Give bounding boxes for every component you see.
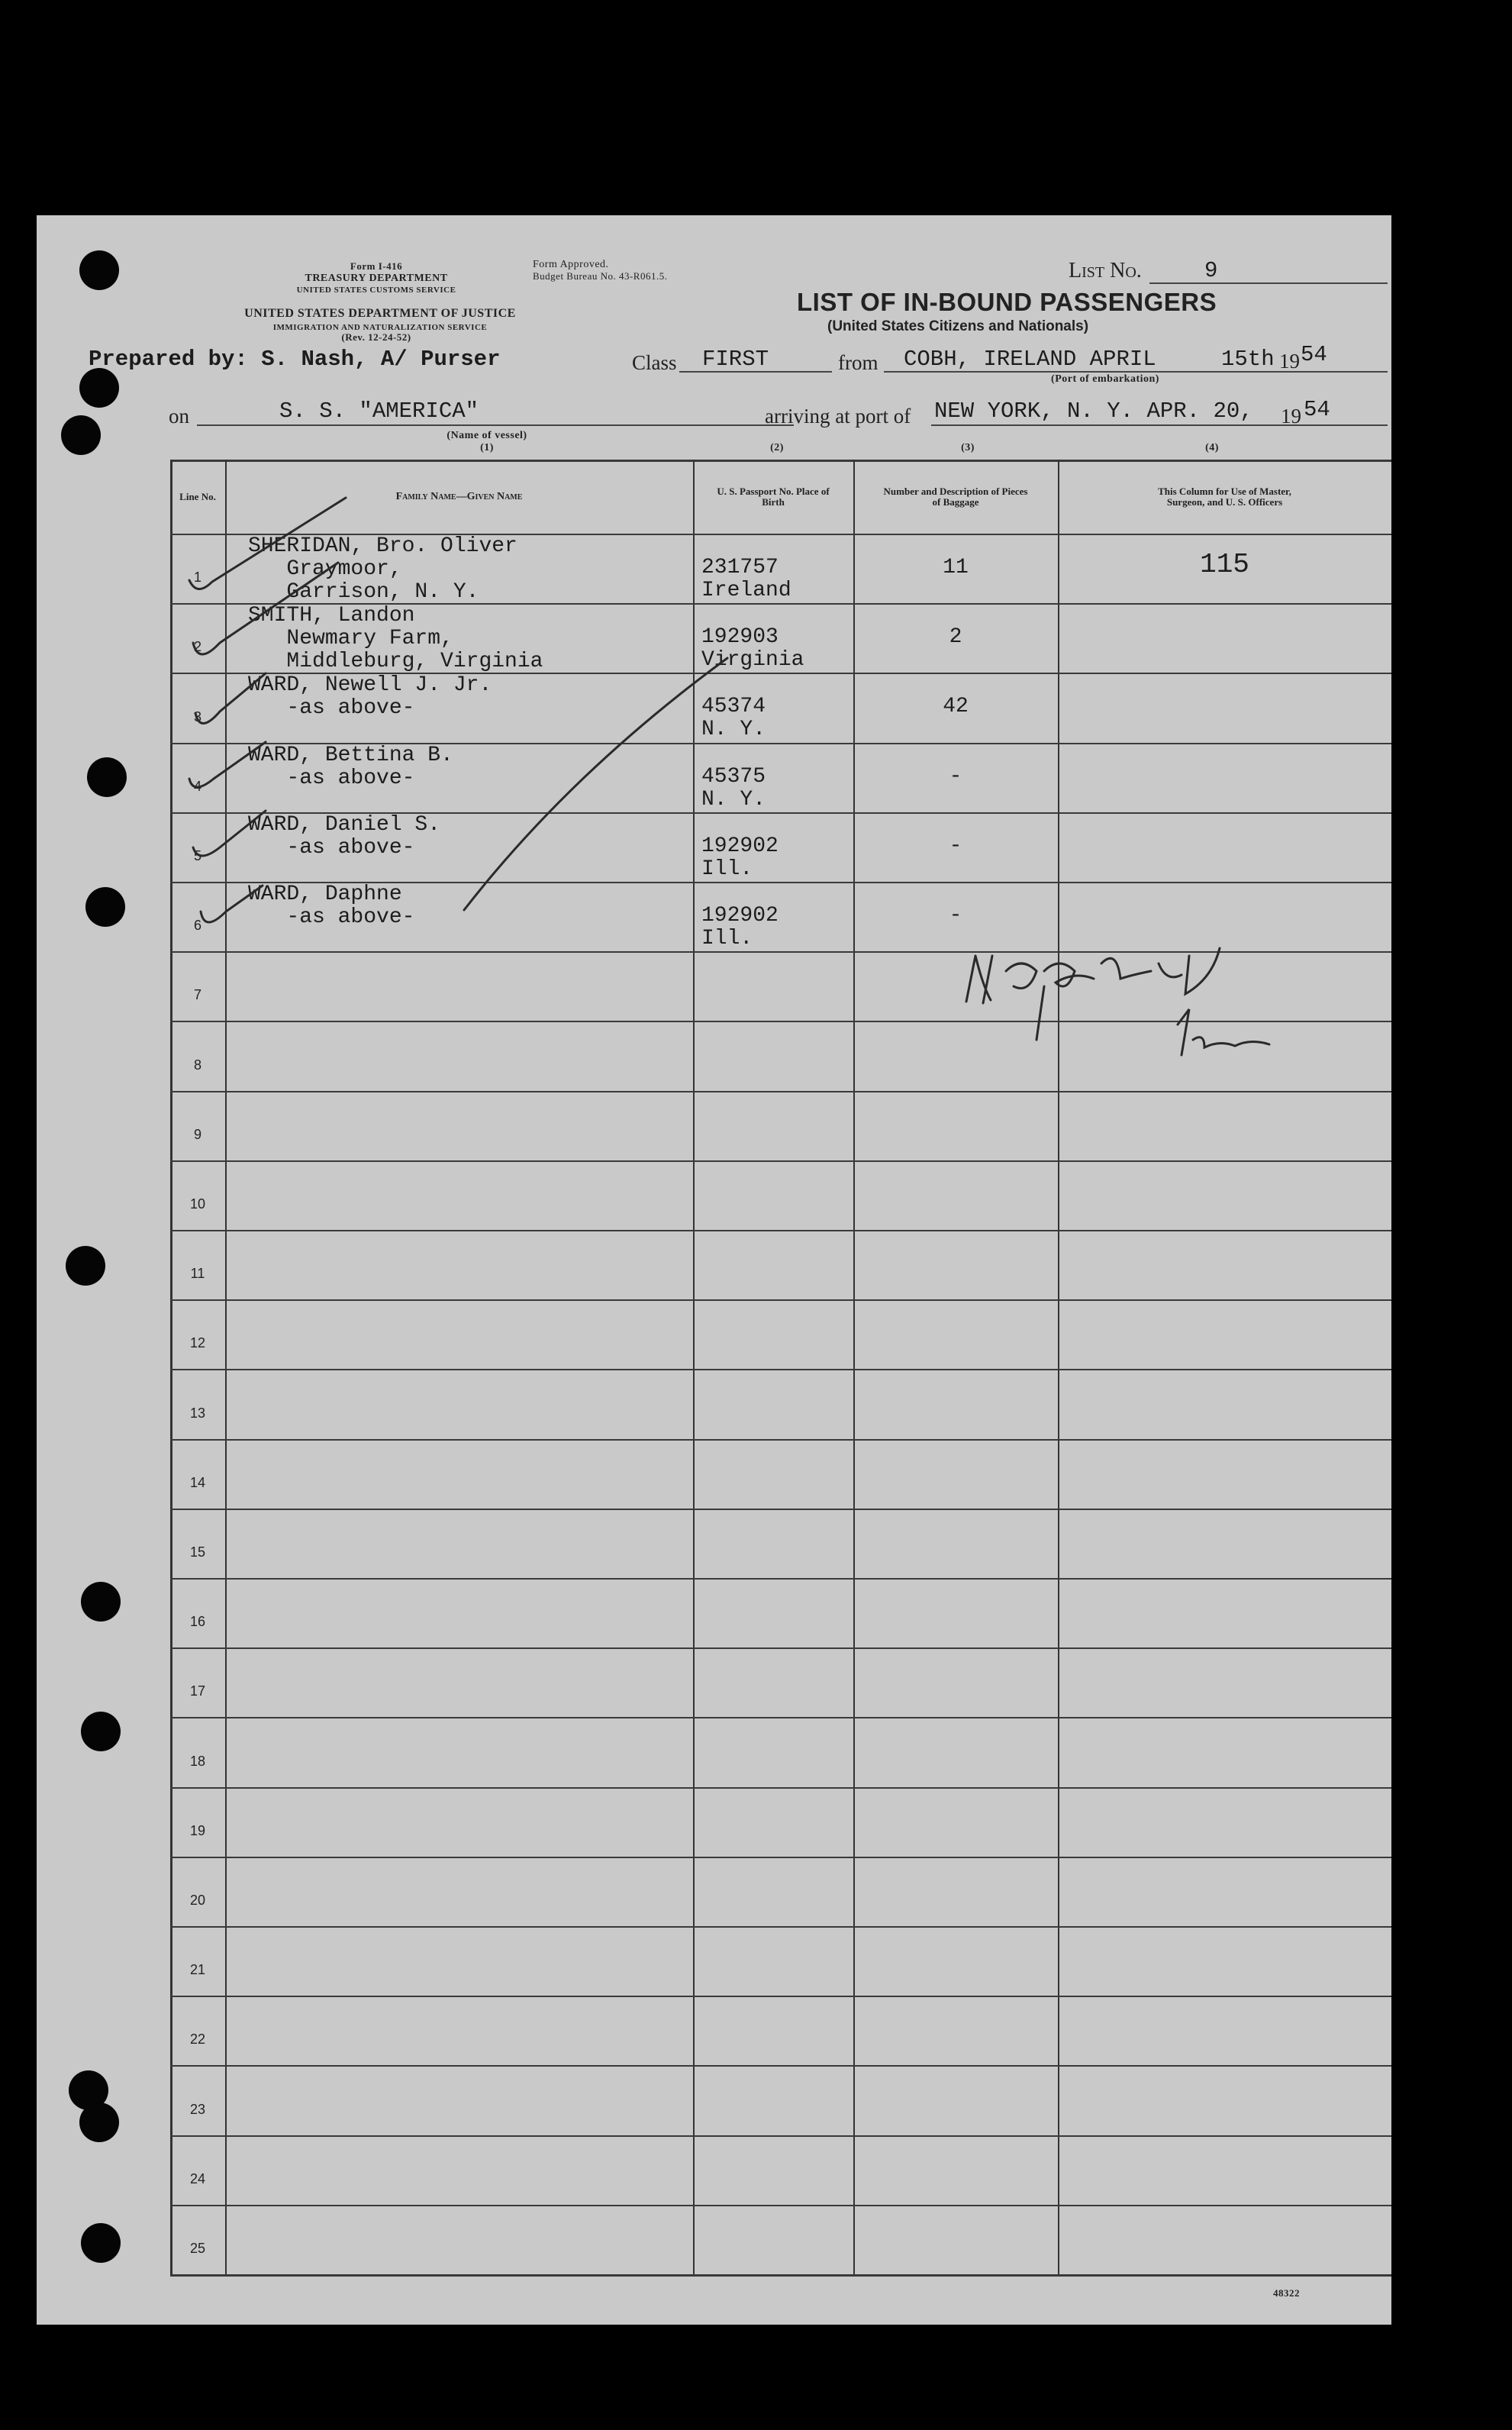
- arrival-year-prefix: 19: [1281, 405, 1301, 428]
- line-number: 3: [193, 708, 201, 724]
- header-line-no: Line No.: [179, 490, 216, 502]
- line-number: 17: [189, 1683, 206, 1699]
- line-number: 8: [193, 1057, 201, 1073]
- line-number: 5: [193, 848, 201, 863]
- pen-checkmarks: [37, 215, 1391, 2325]
- budget-bureau: Budget Bureau No. 43-R061.5.: [533, 270, 668, 282]
- cell-passport: 192902 Ill.: [701, 904, 779, 950]
- page-title: LIST OF IN-BOUND PASSENGERS: [797, 288, 1217, 316]
- cell-name: WARD, Newell J. Jr. -as above-: [248, 673, 492, 721]
- immigration-service: IMMIGRATION AND NATURALIZATION SERVICE: [272, 323, 488, 332]
- line-number: 23: [189, 2101, 206, 2117]
- from-value: COBH, IRELAND APRIL: [904, 347, 1156, 372]
- line-number: 15: [189, 1544, 206, 1560]
- cell-passport: 45375 N. Y.: [701, 764, 766, 812]
- from-day: 15th: [1221, 347, 1275, 372]
- header-baggage: Number and Description of Pieces of Baggage: [883, 485, 1028, 508]
- column-number-1: (1): [480, 442, 494, 453]
- justice-dept: UNITED STATES DEPARTMENT OF JUSTICE: [244, 307, 516, 320]
- customs-service: UNITED STATES CUSTOMS SERVICE: [296, 286, 456, 295]
- cell-name: SMITH, Landon Newmary Farm, Middleburg, Virginia: [248, 604, 543, 674]
- arriving-value: NEW YORK, N. Y. APR. 20,: [934, 399, 1253, 424]
- port-of-embarkation-caption: (Port of embarkation): [1051, 373, 1159, 385]
- cell-passport: 45374 N. Y.: [701, 695, 766, 742]
- line-number: 12: [189, 1335, 206, 1351]
- cell-baggage: -: [949, 834, 962, 858]
- line-number: 14: [189, 1474, 206, 1490]
- list-no-label: List No.: [1069, 259, 1142, 282]
- cell-name: SHERIDAN, Bro. Oliver Graymoor, Garrison, N. Y.: [248, 534, 517, 604]
- inspector-signature: [960, 941, 1281, 1070]
- line-number: 13: [189, 1405, 206, 1421]
- column-number-4: (4): [1205, 442, 1219, 453]
- line-number: 2: [193, 639, 201, 655]
- on-label: on: [169, 405, 189, 428]
- prepared-by: Prepared by: S. Nash, A/ Purser: [89, 347, 501, 372]
- cell-name: WARD, Bettina B. -as above-: [248, 743, 453, 790]
- line-number: 10: [189, 1196, 206, 1212]
- line-number: 9: [193, 1126, 201, 1142]
- form-sheet: [37, 215, 1391, 2325]
- cell-baggage: -: [949, 904, 962, 928]
- column-number-2: (2): [770, 442, 784, 453]
- line-number: 7: [193, 987, 201, 1003]
- list-no-value: 9: [1204, 258, 1218, 283]
- line-number: 24: [189, 2170, 206, 2186]
- cell-officers: 115: [1200, 549, 1249, 580]
- vessel-name: S. S. "AMERICA": [279, 399, 479, 424]
- class-value: FIRST: [702, 347, 769, 372]
- class-label: Class: [632, 351, 677, 374]
- arrival-year-suffix: 54: [1304, 397, 1330, 422]
- cell-baggage: 42: [943, 695, 969, 719]
- column-number-3: (3): [961, 442, 975, 453]
- cell-baggage: 11: [943, 556, 969, 579]
- vessel-caption: (Name of vessel): [447, 430, 527, 441]
- cell-passport: 192902 Ill.: [701, 834, 779, 881]
- line-number: 4: [193, 778, 201, 794]
- line-number: 21: [189, 1962, 206, 1978]
- form-approved: Form Approved.: [533, 259, 609, 270]
- header-name: Family Name—Given Name: [395, 490, 523, 502]
- form-number: Form I-416: [350, 260, 403, 272]
- cell-passport: 231757 Ireland: [701, 556, 791, 602]
- cell-baggage: 2: [949, 625, 962, 650]
- line-number: 6: [193, 918, 201, 934]
- cell-name: WARD, Daniel S. -as above-: [248, 812, 441, 860]
- header-officers: This Column for Use of Master, Surgeon, and U. S. Officers: [1158, 485, 1291, 508]
- page-subtitle: (United States Citizens and Nationals): [827, 318, 1089, 334]
- line-number: 19: [189, 1822, 206, 1838]
- from-year-suffix: 54: [1301, 342, 1327, 367]
- cell-name: WARD, Daphne -as above-: [248, 883, 415, 929]
- treasury-dept: TREASURY DEPARTMENT: [305, 273, 448, 284]
- from-year-prefix: 19: [1279, 350, 1300, 373]
- line-number: 22: [189, 2031, 206, 2048]
- footer-code: 48322: [1273, 2287, 1300, 2299]
- line-number: 11: [190, 1266, 205, 1282]
- line-number: 18: [189, 1753, 206, 1769]
- line-number: 20: [189, 1893, 206, 1908]
- revision-date: (Rev. 12-24-52): [341, 331, 411, 343]
- cell-passport: 192903 Virginia: [701, 625, 804, 673]
- from-label: from: [838, 351, 879, 374]
- cell-baggage: -: [949, 764, 962, 789]
- line-number: 25: [189, 2241, 206, 2256]
- line-number: 16: [189, 1614, 206, 1630]
- line-number: 1: [193, 570, 201, 586]
- arriving-label: arriving at port of: [765, 405, 911, 428]
- header-passport: U. S. Passport No. Place of Birth: [717, 485, 830, 508]
